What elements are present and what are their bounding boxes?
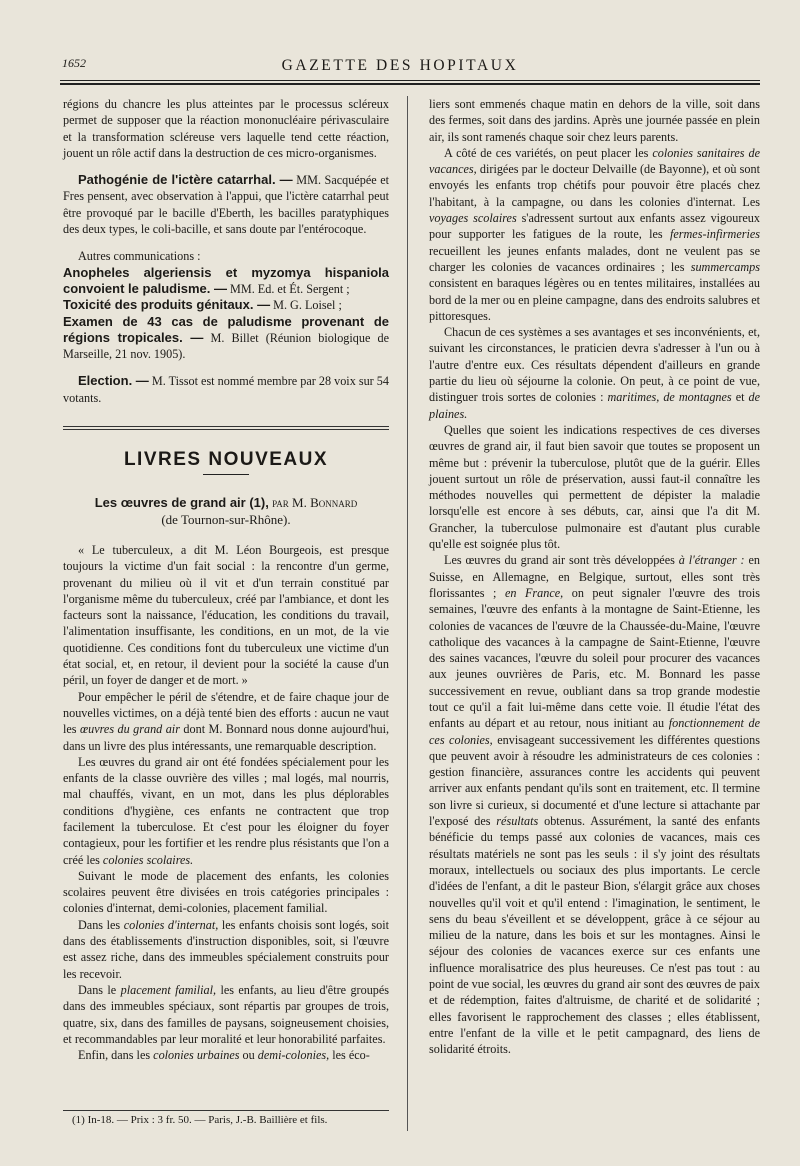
paragraph: Enfin, dans les colonies urbaines ou demi-colonies, les éco- [78, 1048, 370, 1063]
right-column [429, 96, 760, 1058]
left-column [63, 96, 389, 1063]
footnote-rule [63, 1110, 389, 1111]
paragraph: Suivant le mode de placement des enfants, les colonies scolaires peuvent être divisées en trois catégories principales : colonies d'internat, demi-colonies, placement familial. [63, 868, 389, 916]
paragraph: Quelles que soient les indications respectives de ces diverses œuvres de grand air, il faut bien savoir que toutes se proposent un même but : prévenir la tuberculose, plutôt que de la guérir. Elles jouent surtout un rôle de préservation, aussi faut-il connaître les méthodes nouvelles qui permettent de dépister la maladie lorsqu'elle est encore à ses débuts, car, ainsi que l'a dit M. Grancher, la tuberculose pulmonaire est d'autant plus curable qu'elle est soignée plus tôt. [429, 422, 760, 552]
section-divider [63, 426, 389, 430]
title-rule [203, 474, 249, 475]
paragraph: Pour empêcher le péril de s'étendre, et de faire chaque jour de nouvelles victimes, on a déjà tenté bien des efforts : aucun ne vaut les œuvres du grand air dont M. Bonnard nous donne aujourd'hui, dans un livre des plus intéressants, une remarquable description. [63, 689, 390, 753]
paragraph: Autres communications : [78, 249, 201, 264]
paragraph: Chacun de ces systèmes a ses avantages et ses inconvénients, et, suivant les circonstances, le praticien devra s'adresser à l'un ou à l'autre d'entre eux. Ces résultats dépendent d'ailleurs en grande partie du lieu où séjourne la colonie. On peut, à ce point de vue, distinguer trois sortes de colonies : maritimes, de montagnes et de plaines. [429, 325, 761, 421]
paragraph: Les œuvres du grand air sont très développées à l'étranger : en Suisse, en Allemagne, en Belgique, surtout, elles sont très florissantes ; en France, on peut signaler l'œuvre des trois semaines, l'œuvre des enfants à la montagne de Saint-Etienne, les colonies de vacances de l'œuvre de la Chaussée-du-Maine, l'œuvre catholique des vacances à la campagne de Saint-Etienne, l'œuvre des saines vacances, l'œuvre du soleil pour procurer des vacances aux jeunes ouvrières de Paris, etc. M. Bonnard les passe successivement en revue, oubliant dans sa trop grande modestie tout ce qu'il a fait lui-même dans cette voie. Il étudie l'état des enfants au départ et au retour, nous initiant au fonctionnement de ces colonies, envisageant successivement les différentes questions que peuvent avoir à résoudre les administrateurs de ces colonies : gestion financière, assurances contre les accidents qui peuvent arriver aux enfants pendant qu'ils sont en traitement, etc. Il termine son livre si curieux, si documenté et d'une lecture si attachante par l'exposé des résultats obtenus. Assurément, la santé des enfants bénéficie du temps passé aux colonies de vacances, mais ces résultats matériels ne sont pas les seuls : il s'y joint des résultats moraux, intellectuels ou sociaux des plus importants. Le cercle d'idées de l'enfant, a dit le pasteur Bion, s'élargit grâce aux choses nouvelles qu'il voit et qu'il entend : l'imagination, le sentiment, le sens du beau s'éveillent et se développent, grâce à ce séjour au milieu de la nature, dans les bois et sur les montagnes. Ainsi le séjour des colonies de vacances exerce sur ces enfants une influence moralisatrice des plus heureuses. Ce n'est pas tout : au point de vue social, les œuvres du grand air sont des œuvres de paix et de rédemption, faites d'altruisme, de charité et de solidarité ; elles favorisent le rapprochement des classes ; elles établissent, entre l'enfant de la ville et le petit campagnard, des liens de solidarité étroits. [429, 553, 761, 1057]
subheading: Pathogénie de l'ictère catarrhal. — [78, 172, 293, 188]
section-title: LIVRES NOUVEAUX [123, 449, 329, 471]
journal-title: GAZETTE DES HOPITAUX [281, 57, 519, 74]
paragraph: régions du chancre les plus atteintes par le processus scléreux permet de supposer que la réaction mononucléaire périvasculaire et la transformation scléreuse vers laquelle tend cette réaction, jouent un rôle actif dans la destruction de ces micro-organismes. [63, 97, 389, 160]
header-rule-thick [60, 83, 760, 85]
paragraph: Toxicité des produits génitaux. — M. G. Loisel ; [63, 297, 342, 313]
book-author: par M. Bonnard [272, 495, 358, 511]
paragraph: A côté de ces variétés, on peut placer les colonies sanitaires de vacances, dirigées par le docteur Delvaille (de Bayonne), et où sont envoyés les enfants trop chétifs pour pouvoir être placés chez l'habitant, à la campagne, ou dans les colonies d'internat. Les voyages scolaires s'adressent surtout aux enfants assez vigoureux pour supporter les fatigues de la route, les fermes-infirmeries recueillent les jeunes enfants malades, dont ne veulent pas se charger les colonies de vacances ordinaires ; les summercamps consistent en baraques légères ou en tentes militaires, installées au bord de la mer ou en pleine campagne, dans des endroits salubres et pittoresques. [429, 145, 761, 323]
header-rule-thin [60, 80, 760, 81]
book-heading [63, 495, 389, 528]
book-place: (de Tournon-sur-Rhône). [161, 511, 291, 527]
paragraph: Election. — M. Tissot est nommé membre par 28 voix sur 54 votants. [63, 373, 389, 405]
subheading: Examen de 43 cas de paludisme provenant de régions tropicales. — [63, 313, 389, 345]
column-separator [407, 96, 408, 1131]
subheading: Election. — [78, 373, 149, 389]
paragraph: Pathogénie de l'ictère catarrhal. — MM. Sacquépée et Fres pensent, avec observation à l'appui, que l'ictère catarrhal peut être provoqué par le bacille d'Eberth, les bacilles paratyphiques des deux types, le coli-bacille, et sans doute par l'entérocoque. [63, 172, 390, 237]
paragraph: Anopheles algeriensis et myzomya hispaniola convoient le paludisme. — MM. Ed. et Ét. Sergent ; [63, 264, 389, 296]
subheading: Anopheles algeriensis et myzomya hispaniola convoient le paludisme. — [63, 264, 389, 296]
paragraph: Dans les colonies d'internat, les enfants choisis sont logés, soit dans des établissements d'instruction disponibles, soit, si l'œuvre est assez riche, dans des immeubles spécialement construits pour les recevoir. [63, 917, 390, 981]
page-number: 1652 [62, 56, 86, 70]
book-title: Les œuvres de grand air (1), [94, 495, 269, 511]
subheading: Toxicité des produits génitaux. — [63, 297, 271, 313]
footnote: (1) In-18. — Prix : 3 fr. 50. — Paris, J.-B. Baillière et fils. [72, 1114, 328, 1126]
paragraph: « Le tuberculeux, a dit M. Léon Bourgeois, est presque toujours la victime d'un fait social : la rencontre d'un germe, provenant du milieu où il vit et d'un terrain constitué par l'organisme même du tuberculeux, créé par l'ambiance, et dont les facteurs sont la naissance, l'éducation, les conditions du travail, l'alimentation insuffisante, les conditions, en un mot, de la vie quotidienne. Ces conditions font du tuberculeux une victime d'un état social, et, en retour, il devient pour la société la cause d'un péril, un foyer de danger et de mort. » [63, 542, 389, 688]
paragraph: Les œuvres du grand air ont été fondées spécialement pour les enfants de la classe ouvrière des villes ; mal logés, mal nourris, mal chauffés, vivant, en un mot, dans les plus déplorables conditions d'hygiène, ces enfants ne contractent que trop facilement la tuberculose. Et c'est pour les éloigner du foyer contagieux, pour les fortifier et les rendre plus résistants que l'on a créé les colonies scolaires. [63, 754, 389, 867]
paragraph: Examen de 43 cas de paludisme provenant de régions tropicales. — M. Billet (Réunion biologique de Marseille, 21 nov. 1905). [63, 313, 389, 362]
paragraph: Dans le placement familial, les enfants, au lieu d'être groupés dans des immeubles spéciaux, sont répartis par groupes de trois, quatre, six, dans des familles de paysans, soigneusement choisies, et recommandables par leur moralité et leur honorabilité parfaites. [63, 982, 390, 1046]
paragraph: liers sont emmenés chaque matin en dehors de la ville, soit dans des fermes, soit dans des jardins. Après une journée passée en plein air, ils sont ramenés chaque soir chez leurs parents. [429, 97, 760, 144]
